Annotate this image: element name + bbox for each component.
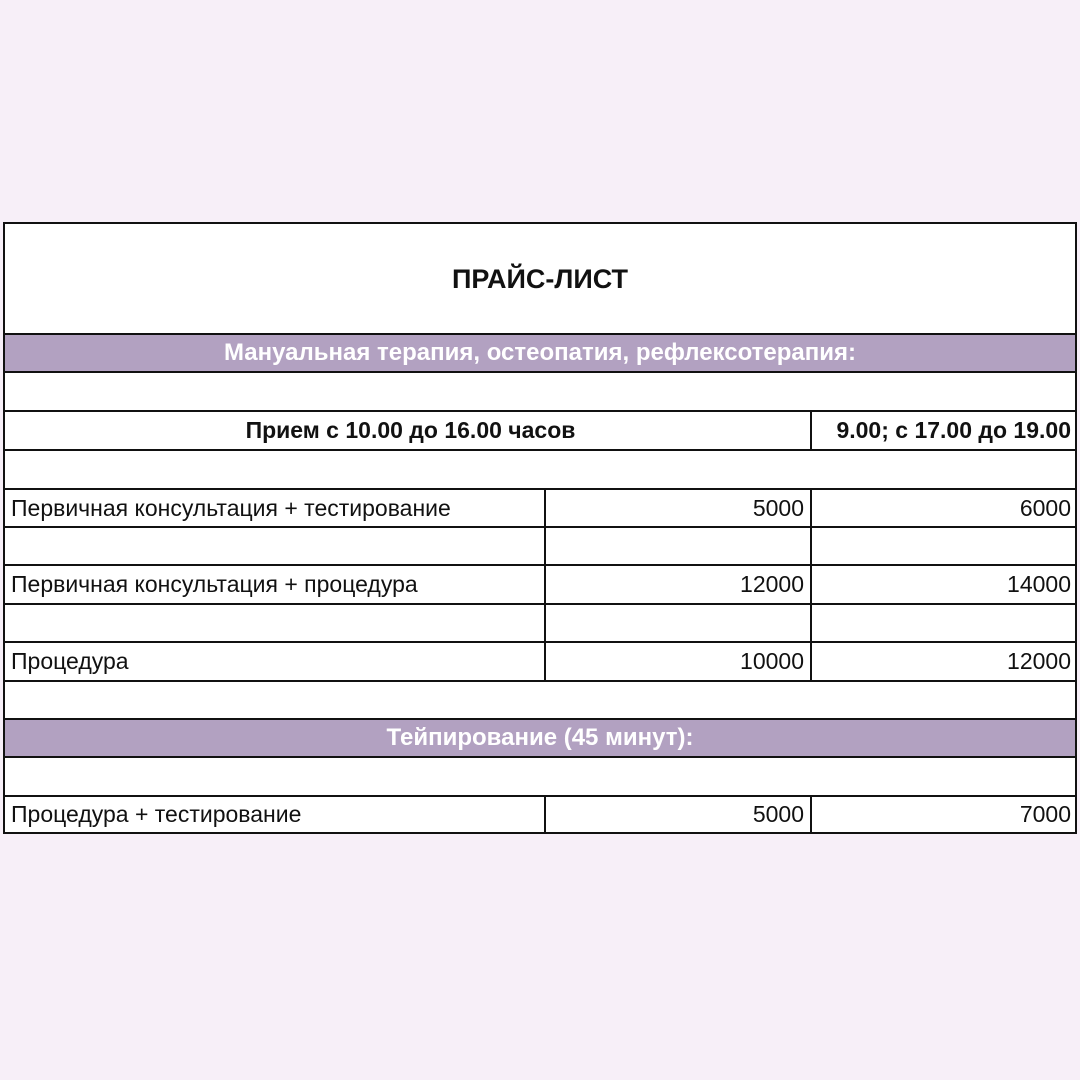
price-evening: 7000 <box>1019 801 1071 827</box>
price-day: 5000 <box>546 490 812 526</box>
empty-cell <box>5 605 546 641</box>
spacer-row <box>5 528 1075 566</box>
price-day: 12000 <box>546 566 812 603</box>
price-evening: 6000 <box>1019 494 1071 521</box>
price-evening: 14000 <box>1007 571 1071 597</box>
empty-cell <box>5 528 546 564</box>
empty-row <box>5 373 1075 412</box>
table-row <box>5 566 1075 605</box>
empty-row <box>5 758 1075 797</box>
section-title: Мануальная терапия, остеопатия, рефлексотерапия: <box>223 339 856 366</box>
empty-cell <box>546 605 812 641</box>
price-evening: 12000 <box>1007 648 1071 674</box>
empty-row <box>5 451 1075 490</box>
service-name: Первичная консультация + процедура <box>5 566 546 603</box>
hours-evening-label: 9.00; с 17.00 до 19.00 <box>836 417 1071 443</box>
empty-row <box>5 682 1075 720</box>
price-list-title: ПРАЙС-ЛИСТ <box>451 264 629 294</box>
table-row <box>5 643 1075 682</box>
hours-day-label: Прием с 10.00 до 16.00 часов <box>5 412 812 449</box>
section-header-manual-therapy <box>5 335 1075 373</box>
table-row <box>5 490 1075 528</box>
service-name: Процедура + тестирование <box>5 797 546 832</box>
title-row <box>5 224 1075 335</box>
price-day: 10000 <box>546 643 812 680</box>
empty-cell <box>812 528 1075 564</box>
service-name: Процедура <box>5 643 546 680</box>
empty-cell <box>812 605 1075 641</box>
price-list-table <box>3 222 1077 834</box>
spacer-row <box>5 605 1075 643</box>
service-name: Первичная консультация + тестирование <box>5 490 546 526</box>
hours-row <box>5 412 1075 451</box>
empty-cell <box>546 528 812 564</box>
section-header-taping <box>5 720 1075 758</box>
price-day: 5000 <box>546 797 812 832</box>
section-title: Тейпирование (45 минут): <box>386 724 694 751</box>
table-row <box>5 797 1075 832</box>
